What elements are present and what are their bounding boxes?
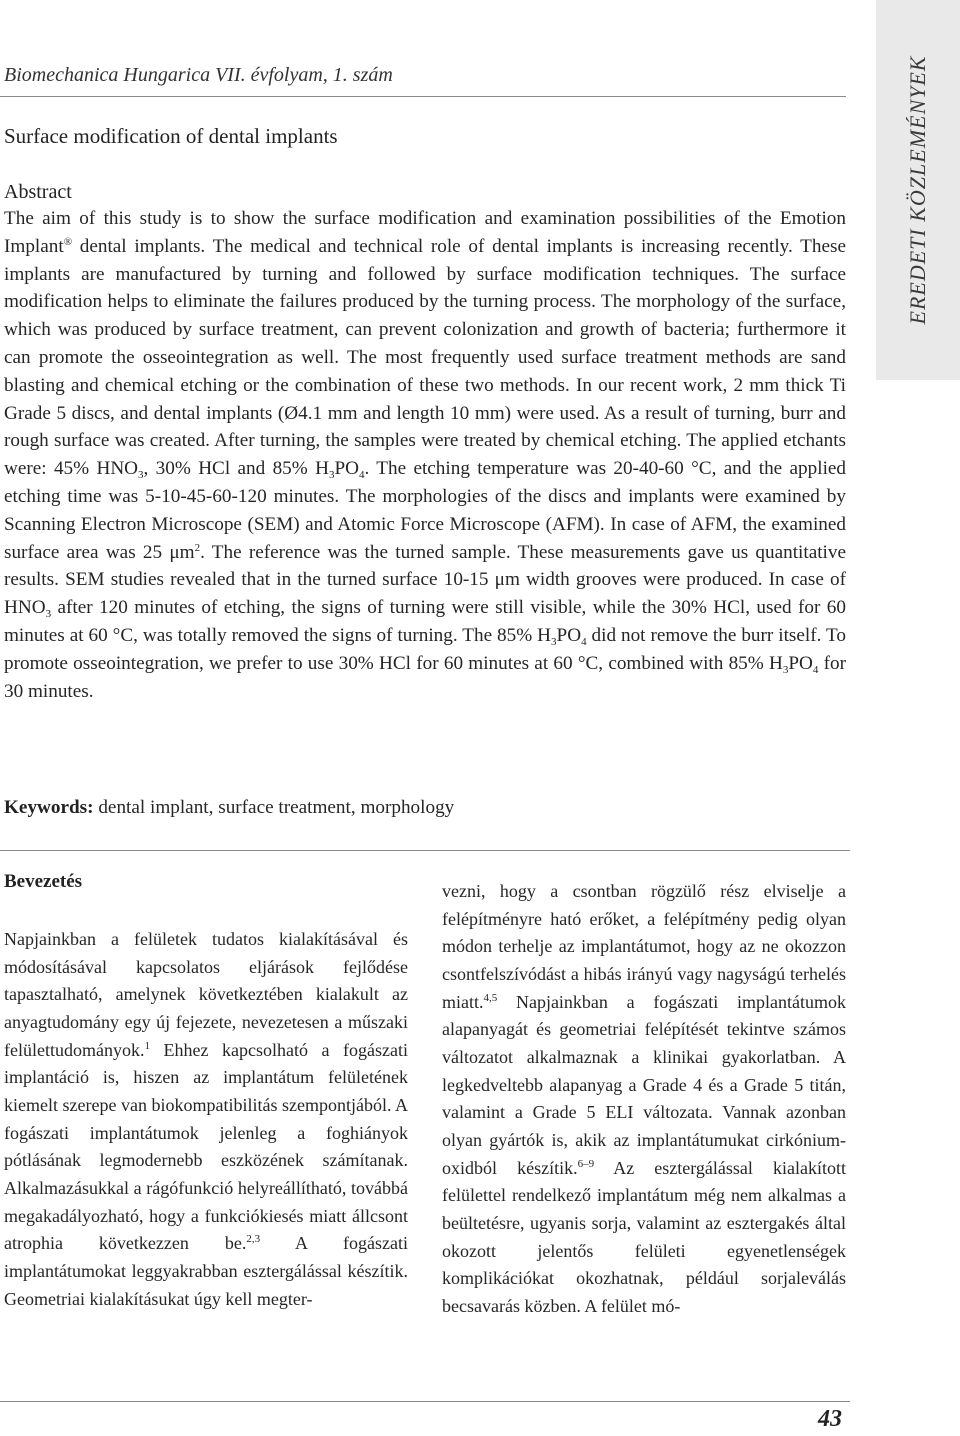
page-number: 43 [818, 1406, 842, 1432]
text-run: The aim of this study is to show the surface modification and examination possibilities of the Emotion Implant [4, 208, 846, 257]
text-run: did not remove the burr itself. To promote osseointegration, we prefer to use 30% HCl for 60 minutes at 60 °C, combined with 85% H [4, 624, 846, 674]
text-run: vezni, hogy a csontban rögzülő rész elviselje a felépítményre ható erőket, a felépítmény pedig olyan módon terhelje az implantátumot, hogy az ne okozzon csontfelszívódást a hibás irányú vagy nagyságú terhelés miatt. [442, 881, 846, 1012]
footer-rule [0, 1401, 850, 1402]
keywords-line [4, 797, 846, 819]
subscript: 4 [581, 635, 587, 648]
subscript: 4 [812, 663, 819, 676]
subscript: 3 [328, 469, 335, 482]
section-divider [0, 850, 850, 851]
article-title: Surface modification of dental implants [4, 124, 338, 148]
superscript: 1 [144, 1039, 150, 1052]
section-label: EREDETI KÖZLEMÉNYEK [905, 55, 930, 325]
running-head: Biomechanica Hungarica VII. évfolyam, 1. szám [4, 64, 393, 86]
column-right [442, 878, 846, 1321]
keywords-text: dental implant, surface treatment, morphology [93, 797, 455, 818]
section-heading-bevezetes: Bevezetés [4, 871, 83, 892]
text-run: Az esztergálással kialakított felülettel rendelkező implantátum még nem alkalmas a beültetésre, ugyanis sorja, valamint az esztergakés által okozott jelentős felületi egyenetlenségek komplikációkat okozhatnak, például sorjaleválás becsavarás közben. A felület mó- [442, 1157, 846, 1316]
superscript: 2,3 [246, 1233, 261, 1246]
abstract-body [4, 205, 846, 705]
section-side-tab [876, 0, 960, 380]
text-run: PO [788, 652, 813, 674]
subscript: 3 [782, 663, 789, 676]
text-run: . The reference was the turned sample. These measurements gave us quantitative results. SEM studies revealed that in the turned surface 10-15 μm width grooves were produced. In case of HNO [4, 541, 846, 619]
text-run: Ehhez kapcsolható a fogászati implantáció is, hiszen az implantátum felületének kiemelt szerepe van biokompatibilitás szempontjából. A fogászati implantátumok jelenleg a foghiányok pótlásának legmodernebb eszközének számítanak. Alkalmazásukkal a rágófunkció helyreállítható, továbbá megakadályozható, hogy a funkciókiesés miatt állcsont atrophia következzen be. [4, 1039, 408, 1254]
superscript: ® [63, 235, 73, 248]
subscript: 4 [358, 469, 365, 482]
text-run: A fogászati implantátumokat leggyakrabban esztergálással készítik. Geometriai kialakításukat úgy kell megter- [4, 1233, 408, 1309]
subscript: 3 [138, 469, 144, 482]
abstract-heading: Abstract [4, 181, 72, 203]
superscript: 6–9 [577, 1157, 595, 1170]
header-rule [0, 96, 846, 97]
superscript: 2 [194, 541, 201, 554]
subscript: 3 [45, 608, 52, 621]
text-run: dental implants. The medical and technical role of dental implants is increasing recently. These implants are manufactured by turning and followed by surface modification techniques. The surface modification helps to eliminate the failures produced by the turning process. The morphology of the surface, which was produced by surface treatment, can prevent colonization and growth of bacteria; furthermore it can promote the osseointegration as well. The most frequently used surface treatment methods are sand blasting and chemical etching or the combination of these two methods. In our recent work, 2 mm thick Ti Grade 5 discs, and dental implants (Ø4.1 mm and length 10 mm) were used. As a result of turning, burr and rough surface was created. After turning, the samples were treated by chemical etching. The applied etchants were: 45% HNO [4, 235, 846, 480]
superscript: 4,5 [483, 991, 498, 1004]
text-run: PO [334, 458, 359, 480]
column-left-body [4, 926, 408, 1313]
text-run: after 120 minutes of etching, the signs of turning were still visible, while the 30% HCl, used for 60 minutes at 60 °C, was totally removed the signs of turning. The 85% H [4, 597, 846, 646]
subscript: 3 [551, 635, 557, 648]
text-run: PO [556, 624, 582, 646]
text-run: , 30% HCl and 85% H [143, 458, 329, 480]
keywords-label: Keywords: [4, 797, 94, 818]
text-run: Napjainkban a felületek tudatos kialakításával és módosításával kapcsolatos eljárások fejlődése tapasztalható, amelynek következtében kialakult az anyagtudomány egy új fejezete, nevezetesen a műszaki felülettudományok. [4, 929, 408, 1060]
text-run: . The etching temperature was 20-40-60 °C, and the applied etching time was 5-10-45-60-120 minutes. The morphologies of the discs and implants were examined by Scanning Electron Microscope (SEM) and Atomic Force Microscope (AFM). In case of AFM, the examined surface area was 25 μm [4, 458, 847, 563]
column-right-body [442, 878, 846, 1321]
text-run: for 30 minutes. [4, 652, 847, 702]
text-run: Napjainkban a fogászati implantátumok alapanyagát és geometriai felépítését tekintve számos változatot alkalmaznak a klinikai gyakorlatban. A legkedveltebb alapanyag a Grade 4 és a Grade 5 titán, valamint a Grade 5 ELI változata. Vannak azonban olyan gyártók is, akik az implantátumukat cirkónium-oxidból készítik. [442, 991, 846, 1178]
column-left [4, 870, 408, 1313]
